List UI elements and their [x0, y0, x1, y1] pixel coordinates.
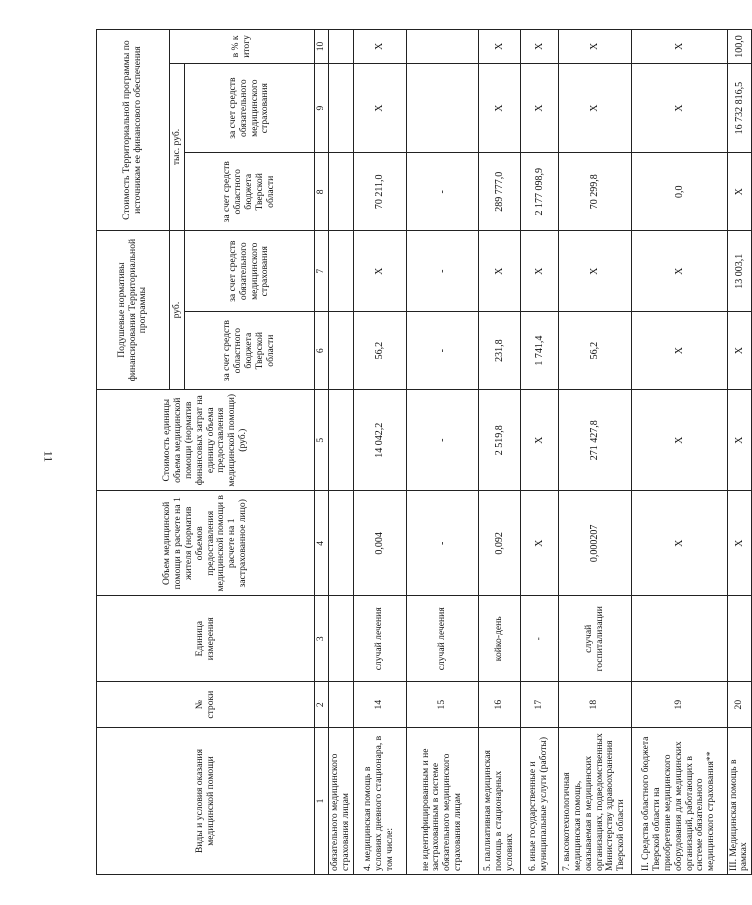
- row-volume: Х: [520, 491, 558, 596]
- row-kind: 4. медицинская помощь в условиях дневного стационара, в том числе:: [353, 727, 406, 874]
- row-pc-budget: Х: [727, 312, 752, 390]
- column-number: 10: [315, 30, 329, 64]
- row-number: 14: [353, 682, 406, 728]
- row-sum-budget: Х: [727, 153, 752, 231]
- row-pc-oms: Х: [478, 231, 520, 312]
- column-numbers-row: [315, 30, 329, 875]
- row-percent: Х: [631, 30, 727, 64]
- row-sum-budget: -: [406, 153, 478, 231]
- row-unit: [727, 596, 752, 682]
- row-percent: Х: [353, 30, 406, 64]
- header-per-capita-unit: руб.: [170, 231, 185, 390]
- rotated-table-container: [96, 29, 750, 875]
- column-number: 8: [315, 153, 329, 231]
- row-sum-oms: Х: [520, 63, 558, 153]
- header-sum-oms: за счет средств обязательного медицинского страхования: [185, 63, 315, 153]
- row-kind: не идентифицированным и не застрахованным в системе обязательного медицинского страхования лицам: [406, 727, 478, 874]
- row-pc-oms: Х: [631, 231, 727, 312]
- row-pc-oms: 13 003,1: [727, 231, 752, 312]
- header-pc-oms: за счет средств обязательного медицинского страхования: [185, 231, 315, 312]
- row-volume: 0,004: [353, 491, 406, 596]
- header-unit-cost: Стоимость единицы объема медицинской помощи (норматив финансовых затрат на единицу объема предоставления медицинской помощи) (руб.): [97, 390, 315, 491]
- row-unit: койко-день: [478, 596, 520, 682]
- table-row: [353, 30, 406, 875]
- header-row-no: № строки: [97, 682, 315, 728]
- row-volume: 0,092: [478, 491, 520, 596]
- header-cost-unit: тыс. руб.: [170, 63, 185, 230]
- row-number: 15: [406, 682, 478, 728]
- column-number: 6: [315, 312, 329, 390]
- row-unit-cost: -: [406, 390, 478, 491]
- row-sum-oms: [406, 63, 478, 153]
- row-pc-oms: Х: [558, 231, 631, 312]
- table-row: [329, 30, 354, 875]
- column-number: 7: [315, 231, 329, 312]
- row-unit: случай госпитализации: [558, 596, 631, 682]
- row-unit: [329, 596, 354, 682]
- row-kind: 7. высокотехнологичная медицинская помощь, оказываемая в медицинских организациях, подведомственных Министерству здравоохранения Тверской области: [558, 727, 631, 874]
- row-volume: [329, 491, 354, 596]
- row-sum-budget: 0,0: [631, 153, 727, 231]
- row-pc-budget: 56,2: [353, 312, 406, 390]
- table-row: [406, 30, 478, 875]
- row-kind: 6. иные государственные и муниципальные услуги (работы): [520, 727, 558, 874]
- row-sum-budget: 70 299,8: [558, 153, 631, 231]
- row-sum-oms: Х: [558, 63, 631, 153]
- header-pc-budget: за счет средств областного бюджета Тверской области: [185, 312, 315, 390]
- row-pc-budget: -: [406, 312, 478, 390]
- row-pc-budget: 56,2: [558, 312, 631, 390]
- row-unit: -: [520, 596, 558, 682]
- header-cost: Стоимость Территориальной программы по источникам ее финансового обеспечения: [97, 30, 170, 231]
- row-unit-cost: [329, 390, 354, 491]
- row-sum-budget: 70 211,0: [353, 153, 406, 231]
- row-number: 19: [631, 682, 727, 728]
- row-pc-oms: -: [406, 231, 478, 312]
- row-volume: -: [406, 491, 478, 596]
- row-unit-cost: Х: [727, 390, 752, 491]
- table-row: [631, 30, 727, 875]
- header-kind: Виды и условия оказания медицинской помощи: [97, 727, 315, 874]
- row-sum-oms: [329, 63, 354, 153]
- row-volume: 0,000207: [558, 491, 631, 596]
- column-number: 2: [315, 682, 329, 728]
- row-volume: Х: [727, 491, 752, 596]
- row-sum-budget: [329, 153, 354, 231]
- row-sum-oms: Х: [631, 63, 727, 153]
- row-percent: Х: [478, 30, 520, 64]
- row-number: 18: [558, 682, 631, 728]
- column-number: 3: [315, 596, 329, 682]
- table-row: [478, 30, 520, 875]
- row-unit-cost: 271 427,8: [558, 390, 631, 491]
- row-pc-budget: 231,8: [478, 312, 520, 390]
- row-sum-oms: Х: [353, 63, 406, 153]
- row-unit-cost: 14 042,2: [353, 390, 406, 491]
- row-kind: II. Средства областного бюджета Тверской области на приобретение медицинского оборудования для медицинских организаций, работающих в системе обязательного медицинского страхования**: [631, 727, 727, 874]
- row-sum-oms: 16 732 816,5: [727, 63, 752, 153]
- row-percent: [329, 30, 354, 64]
- row-sum-budget: 2 177 098,9: [520, 153, 558, 231]
- row-unit: случай лечения: [406, 596, 478, 682]
- row-percent: Х: [520, 30, 558, 64]
- row-sum-budget: 289 777,0: [478, 153, 520, 231]
- row-unit-cost: Х: [520, 390, 558, 491]
- row-unit-cost: Х: [631, 390, 727, 491]
- row-unit-cost: 2 519,8: [478, 390, 520, 491]
- header-percent: в % к итогу: [170, 30, 315, 64]
- row-pc-oms: Х: [520, 231, 558, 312]
- page-number: 11: [41, 450, 56, 463]
- header-volume: Объем медицинской помощи в расчете на 1 жителя (норматив объемов предоставления медицинской помощи в расчете на 1 застрахованное лицо): [97, 491, 315, 596]
- column-number: 5: [315, 390, 329, 491]
- table-row: [727, 30, 752, 875]
- row-number: 16: [478, 682, 520, 728]
- row-kind: 5. паллиативная медицинская помощь в стационарных условиях: [478, 727, 520, 874]
- table-row: [558, 30, 631, 875]
- row-number: 20: [727, 682, 752, 728]
- header-sum-budget: за счет средств областного бюджета Тверской области: [185, 153, 315, 231]
- row-pc-budget: Х: [631, 312, 727, 390]
- row-unit: случай лечения: [353, 596, 406, 682]
- row-sum-oms: Х: [478, 63, 520, 153]
- row-pc-oms: [329, 231, 354, 312]
- row-kind: обязательного медицинского страхования лицам: [329, 727, 354, 874]
- program-cost-table: [96, 29, 752, 875]
- row-pc-budget: 1 741,4: [520, 312, 558, 390]
- header-unit: Единица измерения: [97, 596, 315, 682]
- row-kind: III. Медицинская помощь в рамках: [727, 727, 752, 874]
- row-number: [329, 682, 354, 728]
- row-pc-oms: Х: [353, 231, 406, 312]
- column-number: 4: [315, 491, 329, 596]
- row-volume: Х: [631, 491, 727, 596]
- column-number: 1: [315, 727, 329, 874]
- column-number: 9: [315, 63, 329, 153]
- row-unit: [631, 596, 727, 682]
- row-percent: [406, 30, 478, 64]
- row-percent: Х: [558, 30, 631, 64]
- header-row-1: [97, 30, 170, 875]
- row-pc-budget: [329, 312, 354, 390]
- row-percent: 100,0: [727, 30, 752, 64]
- header-per-capita: Подушевые нормативы финансирования Территориальной программы: [97, 231, 170, 390]
- table-row: [520, 30, 558, 875]
- row-number: 17: [520, 682, 558, 728]
